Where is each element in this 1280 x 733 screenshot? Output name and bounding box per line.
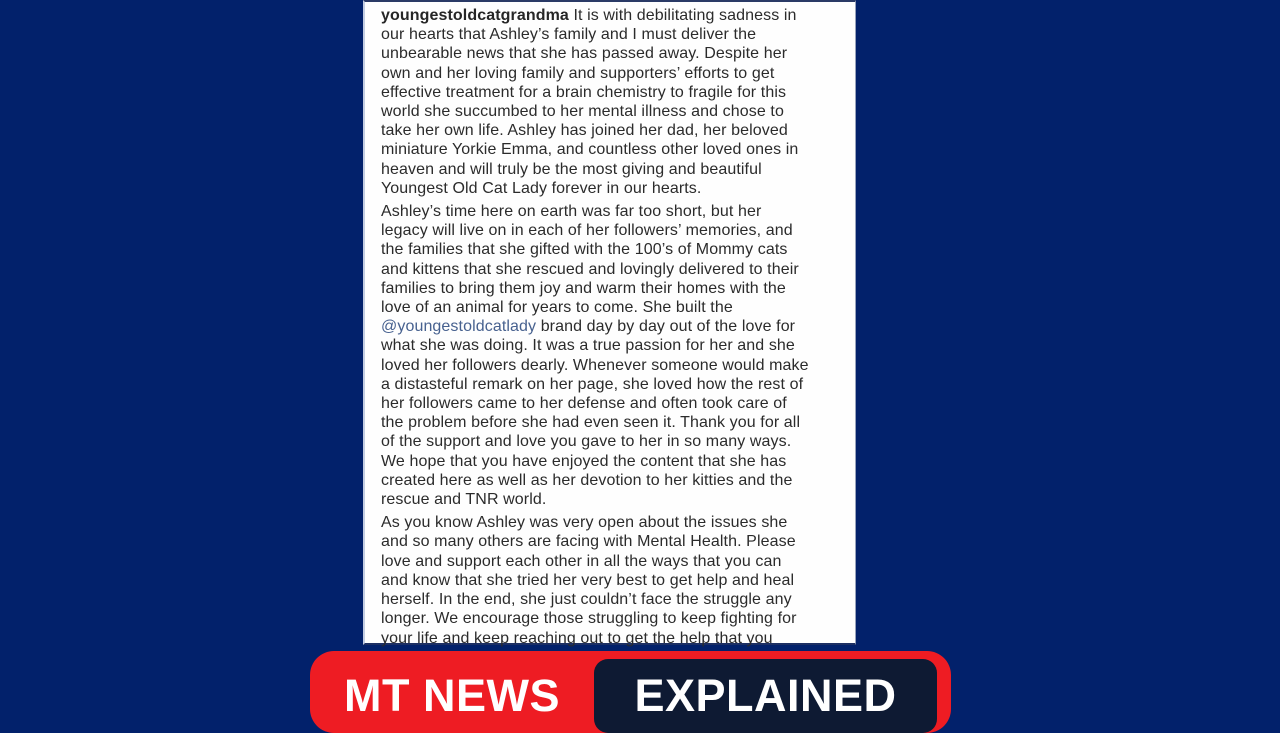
caption-line: your life and keep reaching out to get the help that you (381, 629, 773, 647)
caption-line: Youngest Old Cat Lady forever in our hearts. (381, 179, 702, 197)
caption-line: the problem before she had even seen it. Thank you for all (381, 414, 801, 432)
caption-line: miniature Yorkie Emma, and countless other loved ones in (381, 141, 799, 159)
caption-line: herself. In the end, she just couldn’t face the struggle any (381, 591, 792, 609)
caption-line: and so many others are facing with Mental Health. Please (381, 533, 796, 551)
banner-brand-label: MT NEWS (344, 670, 560, 721)
caption-line: As you know Ashley was very open about the issues she (381, 514, 788, 532)
caption-line: her followers came to her defense and often took care of (381, 395, 787, 413)
news-banner (310, 651, 951, 733)
caption-lines-group (381, 336, 855, 509)
caption-line (381, 6, 855, 25)
caption-line: of the support and love you gave to her in so many ways. (381, 433, 792, 451)
caption-text-block (365, 2, 855, 648)
caption-line: effective treatment for a brain chemistry to fragile for this (381, 83, 787, 101)
caption-line: Ashley’s time here on earth was far too short, but her (381, 203, 762, 221)
caption-line: what she was doing. It was a true passion for her and she (381, 337, 795, 355)
caption-line: the families that she gifted with the 100’s of Mommy cats (381, 241, 788, 259)
caption-line: longer. We encourage those struggling to keep fighting for (381, 610, 797, 628)
caption-line: unbearable news that she has passed away. Despite her (381, 45, 788, 63)
caption-paragraph-2 (381, 202, 855, 509)
banner-tag-label: EXPLAINED (634, 670, 897, 721)
caption-line: love of an animal for years to come. She built the (381, 299, 733, 317)
caption-line: own and her loving family and supporters’ efforts to get (381, 64, 775, 82)
caption-line: take her own life. Ashley has joined her dad, her beloved (381, 122, 788, 140)
username-link[interactable]: youngestoldcatgrandma (381, 7, 569, 24)
caption-line: a distasteful remark on her page, she loved how the rest of (381, 375, 804, 393)
caption-paragraph-1 (381, 6, 855, 198)
caption-line: our hearts that Ashley’s family and I must deliver the (381, 26, 757, 44)
instagram-caption-panel (363, 0, 856, 645)
caption-line: and kittens that she rescued and lovingly delivered to their (381, 260, 799, 278)
caption-line: love and support each other in all the ways that you can (381, 552, 782, 570)
caption-lines-group (381, 513, 855, 647)
caption-line: families to bring them joy and warm their homes with the (381, 279, 786, 297)
caption-paragraph-3 (381, 513, 855, 647)
mention-link[interactable]: @youngestoldcatlady (381, 318, 537, 336)
caption-line: loved her followers dearly. Whenever someone would make (381, 356, 809, 374)
caption-line-text: It is with debilitating sadness in (573, 7, 797, 24)
caption-line: created here as well as her devotion to her kitties and the (381, 471, 793, 489)
caption-line (381, 317, 855, 336)
caption-line: rescue and TNR world. (381, 491, 547, 509)
caption-line: world she succumbed to her mental illness and chose to (381, 103, 784, 121)
caption-line: legacy will live on in each of her followers’ memories, and (381, 222, 793, 240)
caption-line-text: brand day by day out of the love for (540, 318, 796, 336)
caption-lines-group (381, 202, 855, 317)
caption-lines-group (381, 25, 855, 198)
caption-line: heaven and will truly be the most giving and beautiful (381, 160, 762, 178)
caption-line: We hope that you have enjoyed the content that she has (381, 452, 787, 470)
caption-line: and know that she tried her very best to get help and heal (381, 571, 795, 589)
banner-tag-box (594, 659, 937, 733)
